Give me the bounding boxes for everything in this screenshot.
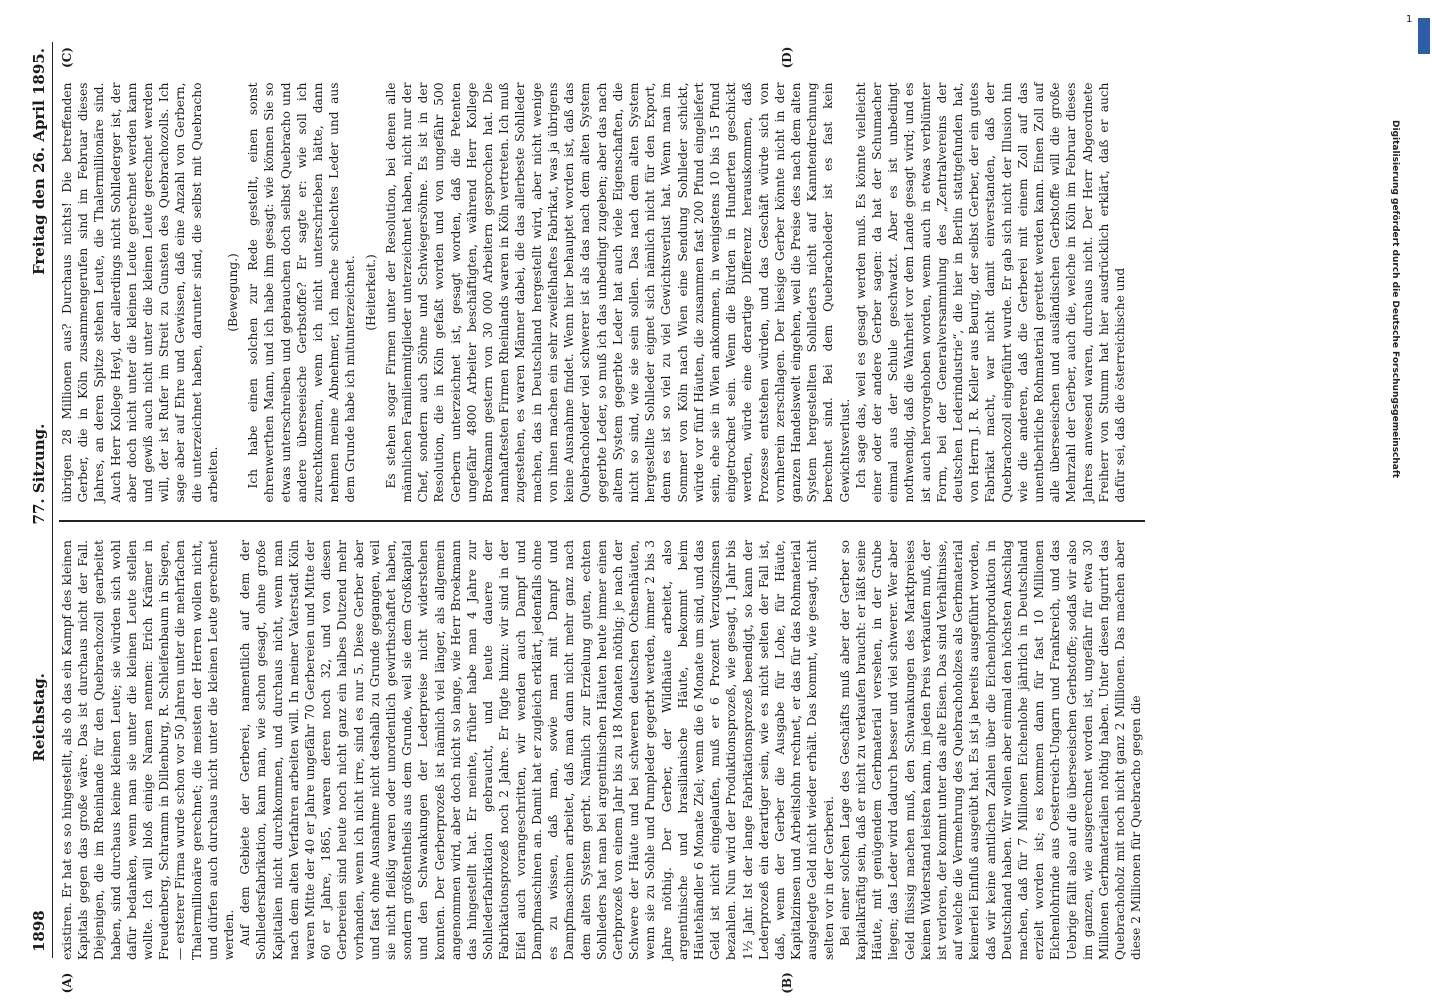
dfg-logo [1418, 18, 1430, 54]
paragraph: Ich habe einen solchen zur Rede gestellt, einen sonst ehrenwerthen Mann, und ich habe ihm gesagt: wie können Sie so etwas unterschreiben und gebrauchen doch selbst Quebracho und andere überseeische Gerbstoffe? Er sagte er: wie soll ich zurechtkommen, wenn ich nicht unterschrieben hätte, dann nehmen meine Abnehmer, ich mache schlechtes Leder und aus dem Grunde habe ich mitunterzeichnet. [246, 82, 358, 503]
paragraph: Bei einer solchen Lage des Geschäfts muß aber der Gerber so kapitalkräftig sein, daß er nicht zu verkaufen braucht: er läßt seine Häute, mit genügendem Gerbmaterial versehen, in der Grube liegen; das Leder wird dadurch besser und viel schwerer. Wer aber Geld flüssig machen muß, den Schwankungen des Marktpreises keinen Widerstand leisten kann, im jeden Preis verkaufen muß, der ist verloren, der kommt unter das alte Eisen. Das sind Verhältnisse, auf welche die Vermehrung des Quebrachoholzes als Gerbmaterial keinerlei Einfluß ausgeübt hat. Es ist ja bereits ausgeführt worden, daß wir keine amtlichen Zahlen über die Eichenlohproduktion in Deutschland haben. Wir wollen aber einmal den höchsten Anschlag machen, daß für 7 Millionen Eichenlohe jährlich in Deutschland erzielt worden ist; es kommen dann für fast 10 Millionen Eichenlohrinde aus Oesterreich-Ungarn und Frankreich, und das Uebrige fällt also auf die überseeischen Gerbstoffe; sodaß wir also im ganzen, wie ausgerechnet worden ist, ungefähr für etwa 30 Millionen Gerbmaterialien nöthig haben. Unter diesen figurirt das Quebrachoholz mit noch nicht ganz 2 Millionen. Das machen aber diese 2 Millionen für Quebracho gegen die [837, 540, 1144, 960]
page-number: 1898 [30, 910, 48, 952]
digitization-note: Digitalisierung gefördert durch die Deutsche Forschungsgemeinschaft [1390, 120, 1400, 479]
text-columns [59, 40, 1145, 994]
marker-a: (A) [60, 972, 74, 994]
marker-b: (B) [780, 972, 794, 994]
paragraph: Ich sage das, weil es gesagt werden muß. Es könnte vielleicht einer oder der andere Gerber sagen: da hat der Schumacher einmal aus der Schule geschwatzt. Aber es ist unbedingt nothwendig, daß die Wahrheit vor dem Lande gesagt wird; und es ist auch hervorgehoben worden, wenn auch in etwas verblümter Form, bei der Generalversammlung des „Zentralvereins der deutschen Lederindustrie“, die hier in Berlin stattgefunden hat, von Herrn J. R. Keller aus Beurig, der selbst Gerber, der ein gutes Fabrikat macht, war nicht damit einverstanden, daß der Quebrachozoll eingeführt wurde. Er gab sich nicht der Illusion hin wie die anderen, daß die Gerberei mit einem Zoll auf das unentbehrliche Rohmaterial gerettet werden kann. Einen Zoll auf alle überseeischen und ausländischen Gerbstoffe will die große Mehrzahl der Gerber, auch die, welche in Köln im Februar dieses Jahres anwesend waren, durchaus nicht. Der Herr Abgeordnete Freiherr von Stumm hat hier ausdrücklich erklärt, daß er auch dafür sei, daß die österreichische und [853, 82, 1127, 503]
header-section: Reichstag. [30, 673, 48, 762]
column-right [59, 46, 1145, 503]
interjection: (Bewegung.) [226, 253, 241, 332]
header-session: 77. Sitzung. [30, 423, 48, 525]
column-left [59, 540, 1145, 994]
paragraph: Auf dem Gebiete der Gerberei, namentlich auf dem der Sohlledersfabrikation, kann man, wie schon gesagt, ohne große Kapitalien nicht durchkommen, und durchaus nicht, wenn man nach dem alten Verfahren arbeiten will. In meiner Vaterstadt Köln waren Mitte der 40 er Jahre ungefähr 70 Gerbereien und Mitte der 60 er Jahre, 1865, waren deren noch 32, und von diesen Gerbereien sind heute noch nicht ganz ein halbes Dutzend mehr vorhanden, wenn ich nicht irre, sind es nur 5. Diese Gerber aber und fast ohne Ausnahme nicht deshalb zu Grunde gegangen, weil sie nicht fleißig waren oder unordentlich gewirthschaftet haben, sondern größtentheils aus dem Grunde, weil sie dem Großkapital und den Schwankungen der Lederpreise nicht widerstehen konnten. Der Gerberprozeß ist nämlich viel länger, als allgemein angenommen wird, aber doch nicht so lange, wie Herr Broekmann das hingestellt hat. Er meinte, früher habe man 4 Jahre zur Sohllederfabrikation gebraucht, und heute dauere der Fabrikationsprozeß noch 2 Jahre. Er fügte hinzu: wir sind in der Eifel auch vorangeschritten, wir wenden auch Dampf und Dampfmaschinen an. Damit hat er zugleich erklärt, jedenfalls ohne es zu wissen, daß man, sowie man mit Dampf und Dampfmaschinen arbeitet, daß man dann nicht mehr ganz nach dem alten System gerbt. Nämlich zur Erzielung guten, echten Sohlleders hat man bei argentinischen Häuten heute immer einen Gerbprozeß von einem Jahr bis zu 18 Monaten nöthig; je nach der Schwere der Häute und bei schweren deutschen Ochsenhäuten, wenn sie zu Sohle und Pumpleder gegerbt werden, immer 2 bis 3 Jahre nöthig. Der Gerber, der Wildhäute arbeitet, also argentinische und brasilianische Häute, bekommt beim Häutehändler 6 Monate Ziel; wenn die 6 Monate um sind, und das Geld ist nicht eingelaufen, muß er 6 Prozent Verzugszinsen bezahlen. Nun wird der Produktionsprozeß, wie gesagt, 1 Jahr bis 1½ Jahr. Ist der lange Fabrikationsprozeß beendigt, so kann der Lederprozeß ein derartiger sein, wie es nicht selten der Fall ist, daß, wenn der Gerber die Ausgabe für Lohe, für Häute, Kapitalzinsen und Arbeitslohn rechnet, er das für das Rohmaterial ausgelegte Geld nicht wieder erhält. Das kommt, wie gesagt, nicht selten vor in der Gerberei. [238, 540, 836, 960]
paragraph: existiren. Er hat es so hingestellt, als ob das ein Kampf des kleinen Kapitals gegen das große wäre. Das ist durchaus nicht der Fall. Diejenigen, die im Rheinlande für den Quebrachozoll gearbeitet haben, sind durchaus keine kleinen Leute; sie würden sich wohl dafür bedanken, wenn man sie unter die kleinen Leute stellen wollte. Ich will bloß einige Namen nennen: Erich Krämer in Freudenberg, Schramm in Dillenburg, R. Schleifenbaum in Siegen, — ersterer Firma wurde schon vor 50 Jahren unter die mehrfachen Thalermillionäre gerechnet; die meisten der Herren wollen nicht, und dürfen auch durchaus nicht unter die kleinen Leute gerechnet werden. [60, 540, 237, 960]
header-date: Freitag den 26. April 1895. [30, 48, 48, 276]
marker-c: (C) [60, 47, 74, 68]
scan-page-number: 1 [1406, 14, 1413, 25]
page-header [8, 42, 53, 958]
marker-d: (D) [780, 46, 794, 69]
column-divider [59, 521, 1145, 523]
paragraph: Es stehen sogar Firmen unter der Resolution, bei denen alle männlichen Familienmitglieder unterzeichnet haben, nicht nur der Chef, sondern auch Söhne und Schwiegersöhne. Es ist in der Resolution, die in Köln gefaßt worden und von ungefähr 500 Gerbern unterzeichnet ist, gesagt worden, daß die Petenten ungefähr 4800 Arbeiter beschäftigten, während Herr Kollege Broekmann gestern von 30 000 Arbeitern gesprochen hat. Die namhaftesten Firmen Rheinlands waren in Köln vertreten. Ich muß zugestehen, es waren Männer dabei, die das allerbeste Sohlleder machen, das in Deutschland hergestellt wird, aber nicht wenige von ihnen machen ein sehr zweifelhaftes Fabrikat, was ja übrigens keine Ausnahme findet. Wenn hier behauptet worden ist, daß das Quebracholeder viel schwerer ist als das nach dem alten System gegerbte Leder, so muß ich das unbedingt zugeben; aber das nach altem System gegerbte Leder hat auch viele Eigenschaften, die nicht so sind, wie sie sein sollen. Das nach dem alten System hergestellte Sohlleder eignet sich nämlich nicht für den Export, denn es ist so viel zu viel Gewichtsverlust hat. Wenn man im Sommer von Köln nach Wien eine Sendung Sohlleder schickt, würde vor fünf Häuten, die zusammen fast 200 Pfund eingeliefert sein, ehe sie in Wien ankommen, in wenigstens 10 bis 15 Pfund eingetrocknet sein. Wenn die Bürden in Hunderten geschickt werden, würde eine derartige Differenz herauskommen, daß Prozesse entstehen würden, und das Geschäft würde sich von vornherein zerschlagen. Der hiesige Gerber könnte nicht in der ganzen Handelswelt eingehen, weil die Preise des nach dem alten System hergestellten Sohlleders nicht auf Kanntendrechnung berechnet sind. Bei dem Quebracholeder ist es fast kein Gewichtsverlust. [383, 82, 852, 503]
paragraph: übrigen 28 Millionen aus? Durchaus nichts! Die betreffenden Gerber, die in Köln zusammengerufen sind im Februar dieses Jahres, an deren Spitze stehen Leute, die Thalermillionäre sind. Auch Herr Kollege Heyl, der allerdings nicht Sohllederger ist, der aber doch nicht unter die kleinen Leute gerechnet werden kann und gewiß auch nicht unter die kleinen Leute gerechnet werden will, der ist Rufer im Streit zu Gunsten des Quebrachozolls. Ich sage aber auf Ehre und Gewissen, daß eine Anzahl von Gerbern, die unterzeichnet haben, darunter sind, die selbst mit Quebracho arbeiten. [60, 82, 220, 503]
interjection: (Heiterkeit.) [363, 254, 378, 331]
